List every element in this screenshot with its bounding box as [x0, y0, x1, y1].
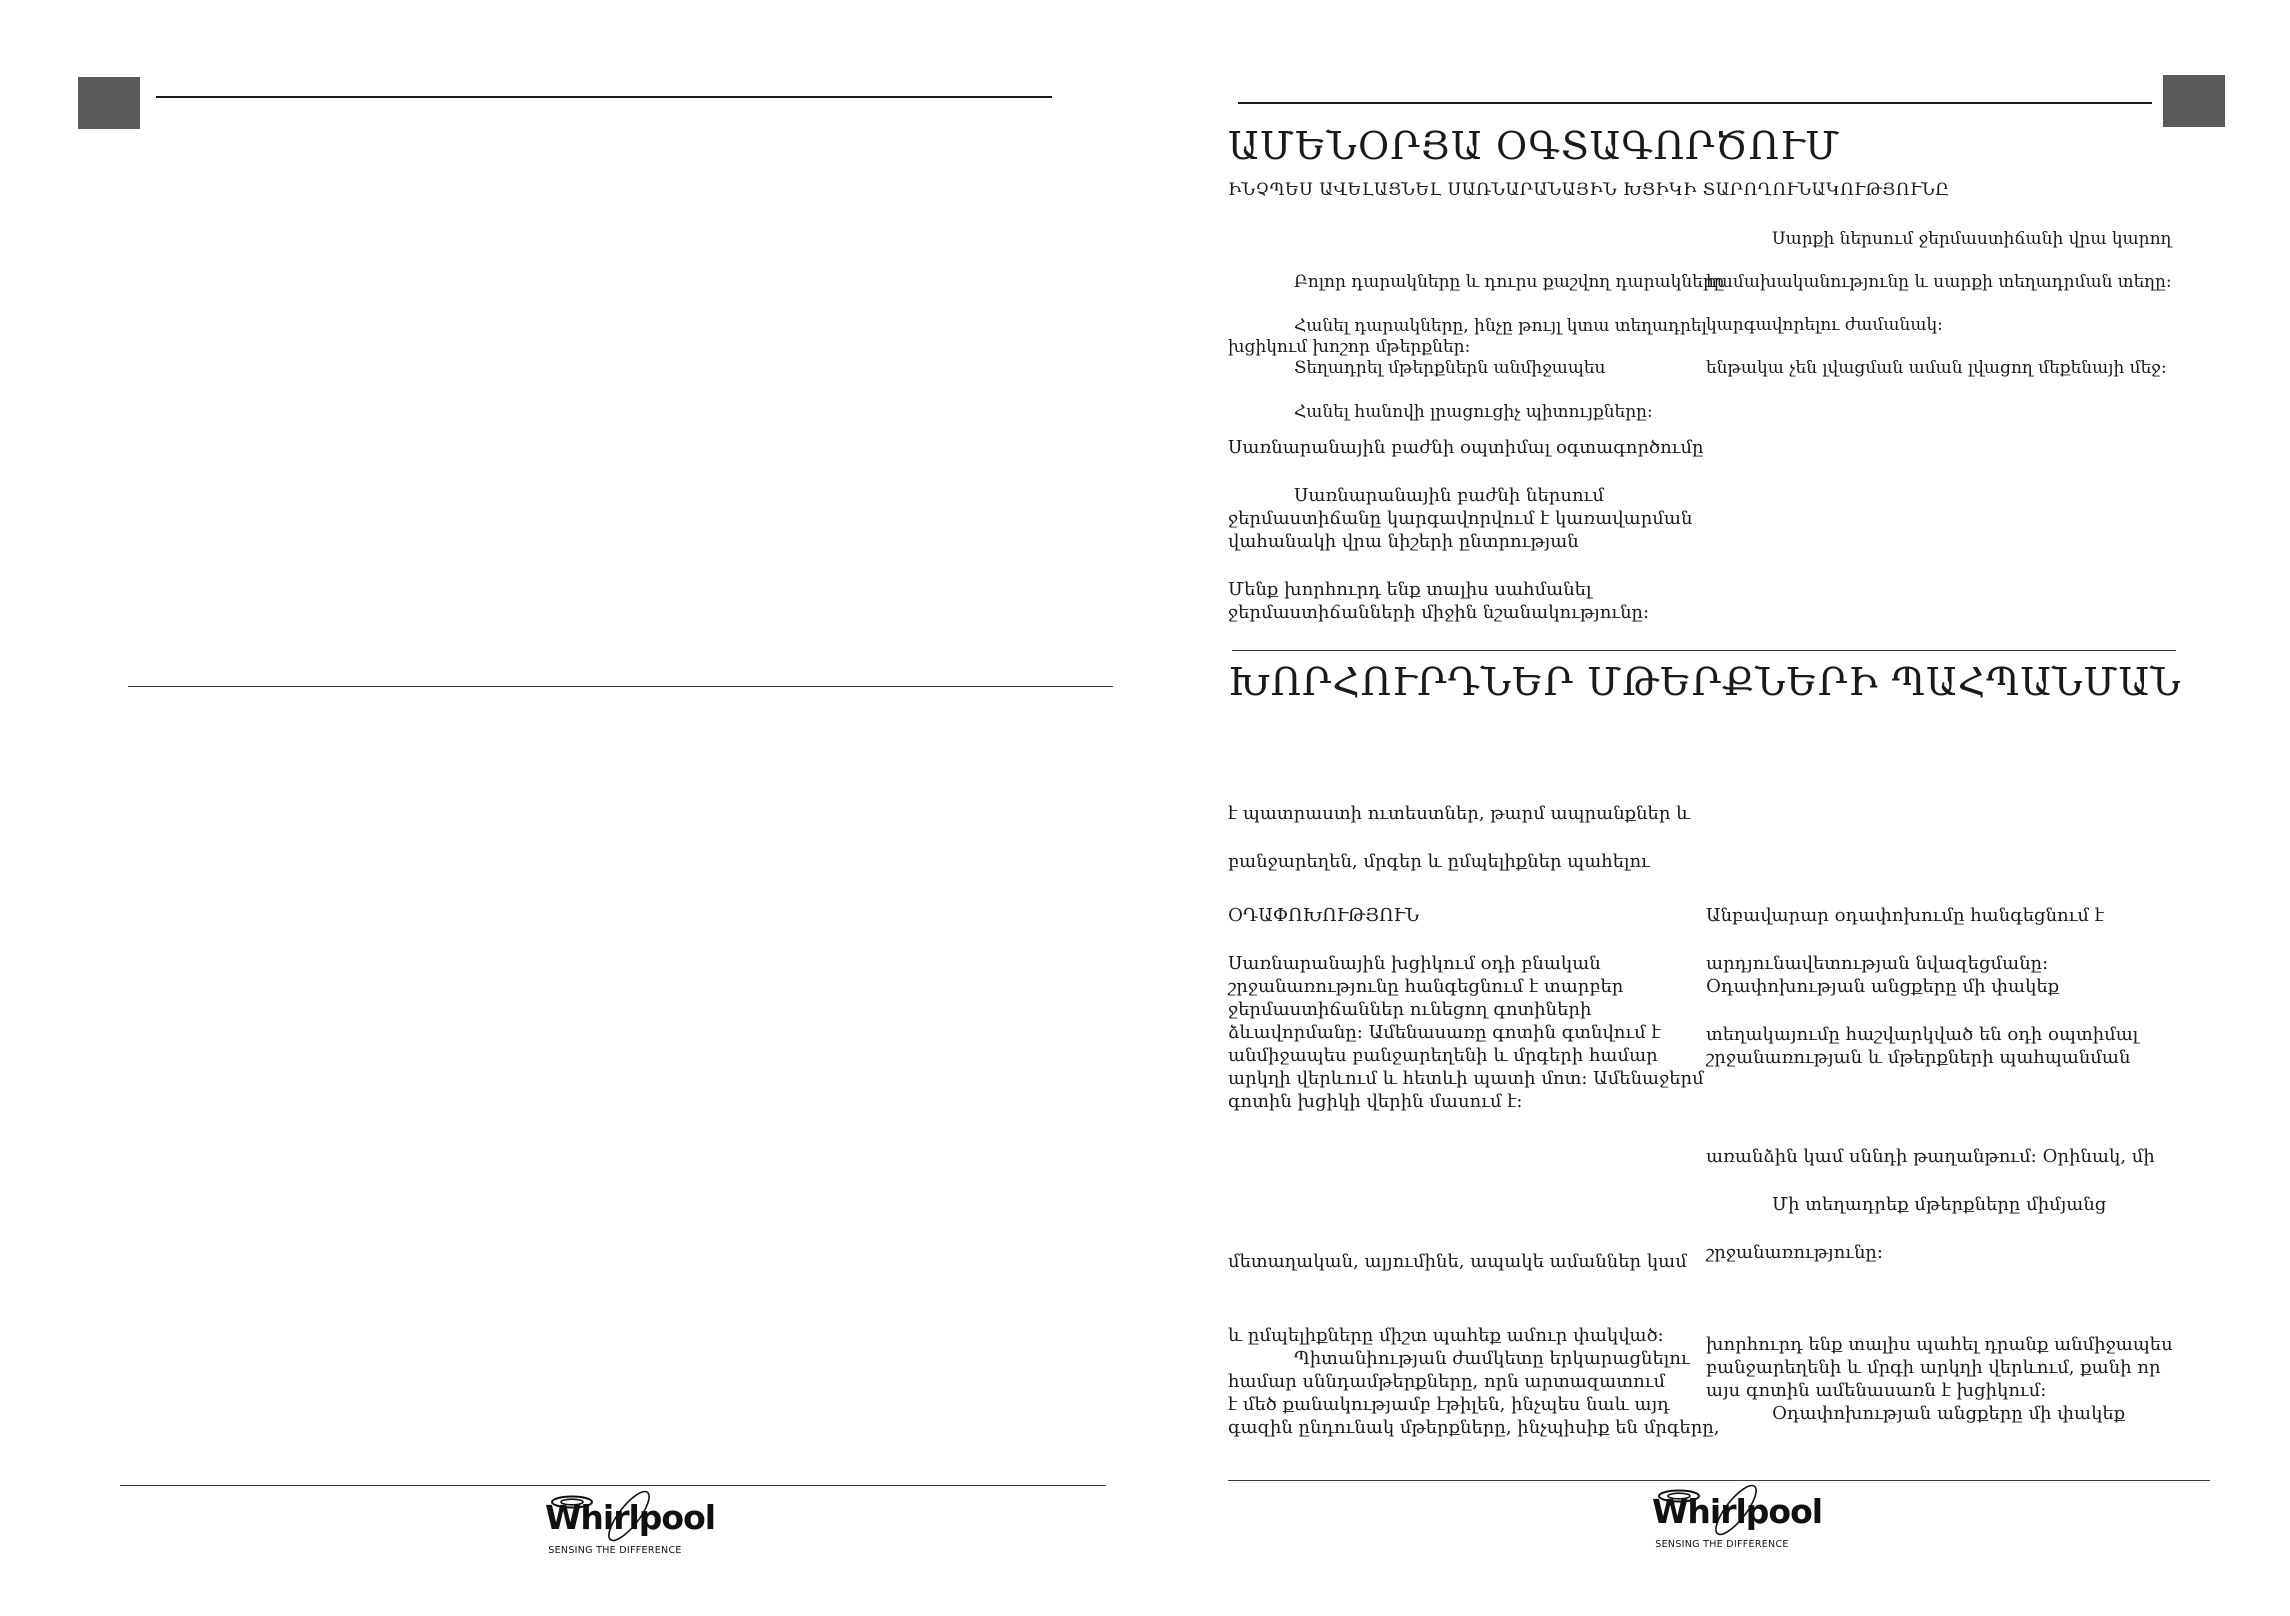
- section-subtitle: ԻՆՉՊԵՍ ԱՎԵԼԱՑՆԵԼ ՍԱՌՆԱՐԱՆԱՅԻՆ ԽՑԻԿԻ ՏԱՐՈՂՈՒՆԱԿՈՒԹՅՈՒՆԸ: [1228, 180, 1950, 200]
- text-line: բանջարեղեն, մրգեր և ըմպելիքներ պահելու: [1228, 851, 1650, 872]
- whirlpool-logo-right: [1652, 1482, 1823, 1564]
- text-line: գոտին խցիկի վերին մասում է:: [1228, 1091, 1523, 1112]
- text-line: կարգավորելու ժամանակ:: [1706, 315, 1943, 335]
- section-title-daily-use: ԱՄԵՆՕՐՅԱ ՕԳՏԱԳՈՐԾՈՒՄ: [1228, 124, 1841, 168]
- text-line: արկղի վերևում և հետևի պատի մոտ: Ամենաջերմ: [1228, 1068, 1704, 1089]
- text-line: առանձին կամ սննդի թաղանթում: Օրինակ, մի: [1706, 1146, 2155, 1167]
- text-line: համար սննդամթերքները, որն արտազատում: [1228, 1371, 1666, 1392]
- section-heading-fridge-use: Սառնարանային բաժնի օպտիմալ օգտագործումը: [1228, 437, 1704, 458]
- text-line: Տեղադրել մթերքներն անմիջապես: [1294, 358, 1606, 378]
- text-line: բանջարեղենի և մրգի արկղի վերևում, քանի որ: [1706, 1357, 2161, 1378]
- text-line: Օդափոխության անցքերը մի փակեք: [1706, 976, 2060, 997]
- text-line: խորհուրդ ենք տալիս պահել դրանք անմիջապես: [1706, 1334, 2173, 1355]
- text-line: է մեծ քանակությամբ էթիլեն, ինչպես նաև այդ: [1228, 1394, 1670, 1415]
- text-line: Սառնարանային բաժնի ներսում: [1294, 485, 1604, 506]
- left-page-footer-rule: [120, 1485, 1106, 1486]
- section-divider-rule: [1232, 650, 2176, 651]
- left-page-tab: [78, 77, 140, 129]
- text-line: ձևավորմանը: Ամենասառը գոտին գտնվում է: [1228, 1022, 1661, 1043]
- text-line: շրջանառության և մթերքների պահպանման: [1706, 1047, 2131, 1068]
- text-line: Մենք խորհուրդ ենք տալիս սահմանել: [1228, 579, 1592, 600]
- text-line: մետաղական, ալյումինե, ապակե ամաններ կամ: [1228, 1251, 1687, 1272]
- text-line: Մի տեղադրեք մթերքները միմյանց: [1772, 1194, 2107, 1215]
- text-line: համախականությունը և սարքի տեղադրման տեղը:: [1706, 272, 2172, 292]
- text-line: Օդափոխության անցքերը մի փակեք: [1772, 1403, 2126, 1424]
- text-line: շրջանառությունը հանգեցնում է տարբեր: [1228, 976, 1624, 997]
- text-line: Սառնարանային խցիկում օդի բնական: [1228, 953, 1601, 974]
- text-line: Հանել հանովի լրացուցիչ պիտույքները:: [1294, 402, 1653, 422]
- section-heading-ventilation: ՕԴԱՓՈԽՈՒԹՅՈՒՆ: [1228, 905, 1420, 926]
- section-title-storage-tips: ԽՈՐՀՈՒՐԴՆԵՐ ՄԹԵՐՔՆԵՐԻ ՊԱՀՊԱՆՄԱՆ: [1228, 660, 2182, 704]
- text-line: Հանել դարակները, ինչը թույլ կտա տեղադրել: [1294, 316, 1707, 336]
- text-line: խցիկում խոշոր մթերքներ:: [1228, 337, 1471, 357]
- right-page-tab: [2163, 75, 2225, 127]
- text-line: ենթակա չեն լվացման աման լվացող մեքենայի մեջ:: [1706, 358, 2167, 378]
- text-line: Սարքի ներսում ջերմաստիճանի վրա կարող: [1772, 229, 2172, 249]
- text-line: անմիջապես բանջարեղենի և մրգերի համար: [1228, 1045, 1658, 1066]
- left-page-mid-rule: [128, 686, 1113, 687]
- right-page-footer-rule: [1228, 1480, 2210, 1481]
- text-line: տեղակայումը հաշվարկված են օդի օպտիմալ: [1706, 1024, 2139, 1045]
- right-page-top-rule: [1238, 102, 2152, 104]
- logo-tagline: SENSING THE DIFFERENCE: [548, 1545, 682, 1556]
- text-line: ջերմաստիճաններ ունեցող գոտիների: [1228, 999, 1592, 1020]
- logo-brand: Whirlpool: [1652, 1492, 1823, 1531]
- text-line: է պատրաստի ուտեստներ, թարմ ապրանքներ և: [1228, 803, 1691, 824]
- text-line: և ըմպելիքները միշտ պահեք ամուր փակված:: [1228, 1325, 1664, 1346]
- text-line: ջերմաստիճանը կարգավորվում է կառավարման: [1228, 508, 1693, 529]
- text-line: վահանակի վրա նիշերի ընտրության: [1228, 531, 1579, 552]
- text-line: Անբավարար օդափոխումը հանգեցնում է: [1706, 905, 2104, 926]
- logo-tagline: SENSING THE DIFFERENCE: [1655, 1539, 1789, 1550]
- whirlpool-swirl-icon: [1652, 1482, 1823, 1564]
- whirlpool-logo-left: [545, 1488, 716, 1570]
- text-line: ջերմաստիճանների միջին նշանակությունը:: [1228, 602, 1650, 623]
- text-line: Պիտանիության ժամկետը երկարացնելու: [1294, 1348, 1690, 1369]
- text-line: Բոլոր դարակները և դուրս քաշվող դարակները: [1294, 272, 1725, 292]
- logo-brand: Whirlpool: [545, 1498, 716, 1537]
- whirlpool-swirl-icon: [545, 1488, 716, 1570]
- text-line: շրջանառությունը:: [1706, 1242, 1883, 1263]
- text-line: գազին ընդունակ մթերքները, ինչպիսիք են մրգերը,: [1228, 1417, 1720, 1438]
- text-line: այս գոտին ամենասառն է խցիկում:: [1706, 1380, 2047, 1401]
- text-line: արդյունավետության նվազեցմանը:: [1706, 953, 2049, 974]
- left-page-top-rule: [156, 96, 1052, 98]
